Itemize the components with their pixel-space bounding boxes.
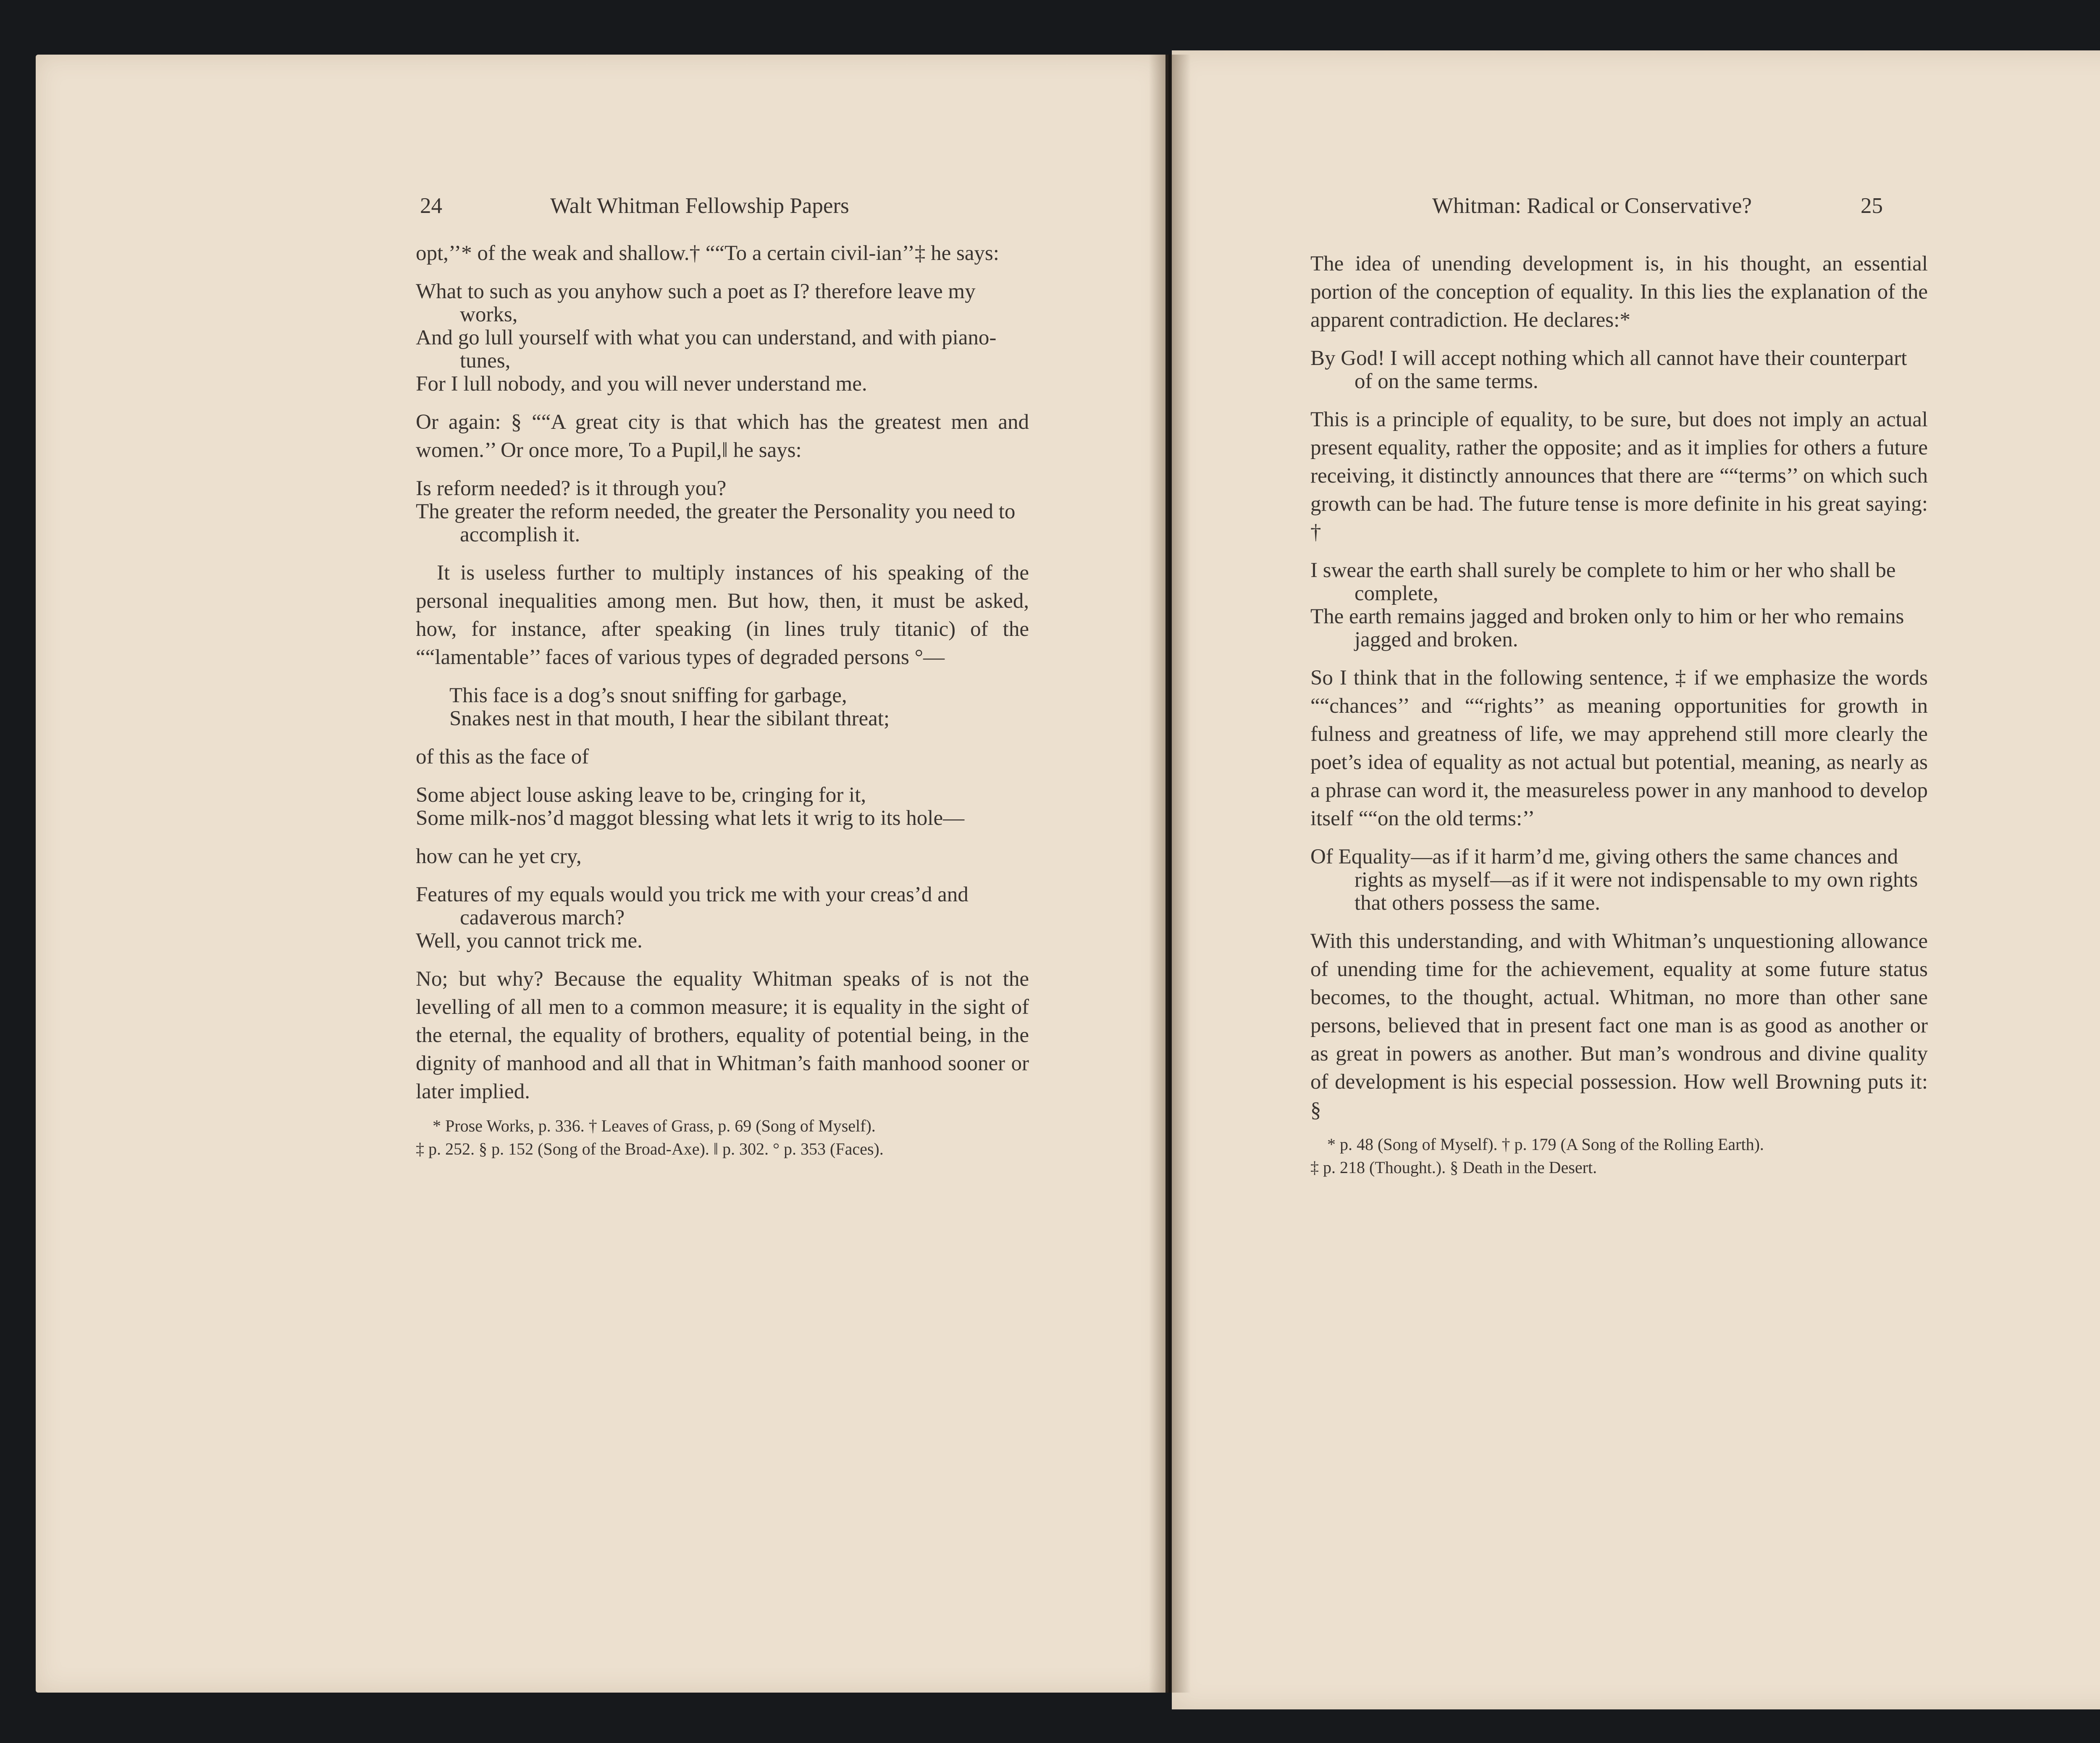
verse-line: This face is a dog’s snout sniffing for garbage, (449, 684, 847, 707)
verse-line: What to such as you anyhow such a poet as I? therefore leave my works, (416, 280, 976, 326)
right-page-body (1310, 250, 1928, 1179)
verse-block (416, 477, 1029, 546)
left-page-number: 24 (420, 194, 442, 218)
paragraph: With this understanding, and with Whitman’s unquestioning allowance of unending time for the achievement, equality at some future status becomes, to the thought, actual. Whitman, no more than other sane persons, believed that in present fact one man is as good as another or as great in powers as another. But man’s wondrous and divine quality of development is his especial possession. How well Browning puts it: § (1310, 929, 1928, 1122)
verse-block (1310, 845, 1928, 915)
verse-block (416, 883, 1029, 953)
verse-line: And go lull yourself with what you can understand, and with piano-tunes, (416, 326, 997, 373)
verse-line: Is reform needed? is it through you? (416, 477, 727, 500)
verse-line: Of Equality—as if it harm’d me, giving others the same chances and rights as myself—as if it were not indispensable to my own rights that others possess the same. (1310, 845, 1918, 915)
verse-line: Features of my equals would you trick me with your creas’d and cadaverous march? (416, 883, 969, 929)
paragraph: So I think that in the following sentence, ‡ if we emphasize the words ““chances’’ and ““rights’’ as meaning opportunities for growth in fulness and greatness of life, we may apprehend still more clearly the poet’s idea of equality as not actual but potential, meaning, as nearly as a phrase can word it, the measureless power in any manhood to develop itself ““on the old terms:’’ (1310, 666, 1928, 830)
verse-line: Some milk-nos’d maggot blessing what lets it wrig to its hole— (416, 806, 965, 830)
footnote-line: ‡ p. 218 (Thought.). § Death in the Desert. (1310, 1158, 1597, 1177)
paragraph: of this as the face of (416, 745, 589, 769)
footnote-line: ‡ p. 252. § p. 152 (Song of the Broad-Axe). ‖ p. 302. ° p. 353 (Faces). (416, 1139, 884, 1158)
verse-block (1310, 559, 1928, 651)
verse-line: The greater the reform needed, the greater the Personality you need to accomplish it. (416, 500, 1016, 546)
verse-line: Some abject louse asking leave to be, cringing for it, (416, 783, 866, 807)
right-page-number: 25 (1861, 194, 1883, 218)
right-running-title: Whitman: Radical or Conservative? (1432, 194, 1752, 218)
footnote-line: * p. 48 (Song of Myself). † p. 179 (A Song of the Rolling Earth). (1327, 1135, 1764, 1154)
paragraph: how can he yet cry, (416, 845, 582, 868)
verse-line: Well, you cannot trick me. (416, 929, 643, 953)
left-page-body (416, 239, 1029, 1160)
verse-line: I swear the earth shall surely be complete to him or her who shall be complete, (1310, 559, 1896, 605)
paragraph: opt,’’* of the weak and shallow.† ““To a certain civil-ian’’‡ he says: (416, 242, 999, 265)
footnotes (416, 1114, 1029, 1160)
book-gutter (1149, 55, 1191, 1693)
paragraph: This is a principle of equality, to be sure, but does not imply an actual present equality, rather the opposite; and as it implies for others a future receiving, it distinctly announces that there are ““terms’’ on which such growth can be had. The future tense is more definite in his great saying: † (1310, 408, 1928, 544)
verse-block (416, 684, 1029, 730)
verse-line: The earth remains jagged and broken only to him or her who remains jagged and broken. (1310, 605, 1904, 651)
paragraph: No; but why? Because the equality Whitman speaks of is not the levelling of all men to a common measure; it is equality in the sight of the eternal, the equality of brothers, equality of potential being, in the dignity of manhood and all that in Whitman’s faith manhood sooner or later implied. (416, 967, 1029, 1103)
paragraph: It is useless further to multiply instances of his speaking of the personal inequalities among men. But how, then, it must be asked, how, for instance, after speaking (in lines truly titanic) of the ““lamentable’’ faces of various types of degraded persons °— (416, 561, 1029, 669)
paragraph: Or again: § ““A great city is that which has the greatest men and women.’’ Or once more, To a Pupil,‖ he says: (416, 410, 1029, 462)
footnotes (1310, 1133, 1928, 1179)
paragraph: The idea of unending development is, in his thought, an essential portion of the conception of equality. In this lies the explanation of the apparent contradiction. He declares:* (1310, 252, 1928, 332)
verse-block (416, 784, 1029, 830)
verse-block (1310, 347, 1928, 393)
verse-line: Snakes nest in that mouth, I hear the sibilant threat; (449, 707, 890, 730)
verse-line: For I lull nobody, and you will never understand me. (416, 372, 867, 396)
left-running-title: Walt Whitman Fellowship Papers (550, 194, 849, 218)
verse-line: By God! I will accept nothing which all cannot have their counterpart of on the same terms. (1310, 346, 1907, 393)
verse-block (416, 280, 1029, 396)
footnote-line: * Prose Works, p. 336. † Leaves of Grass, p. 69 (Song of Myself). (433, 1116, 876, 1135)
